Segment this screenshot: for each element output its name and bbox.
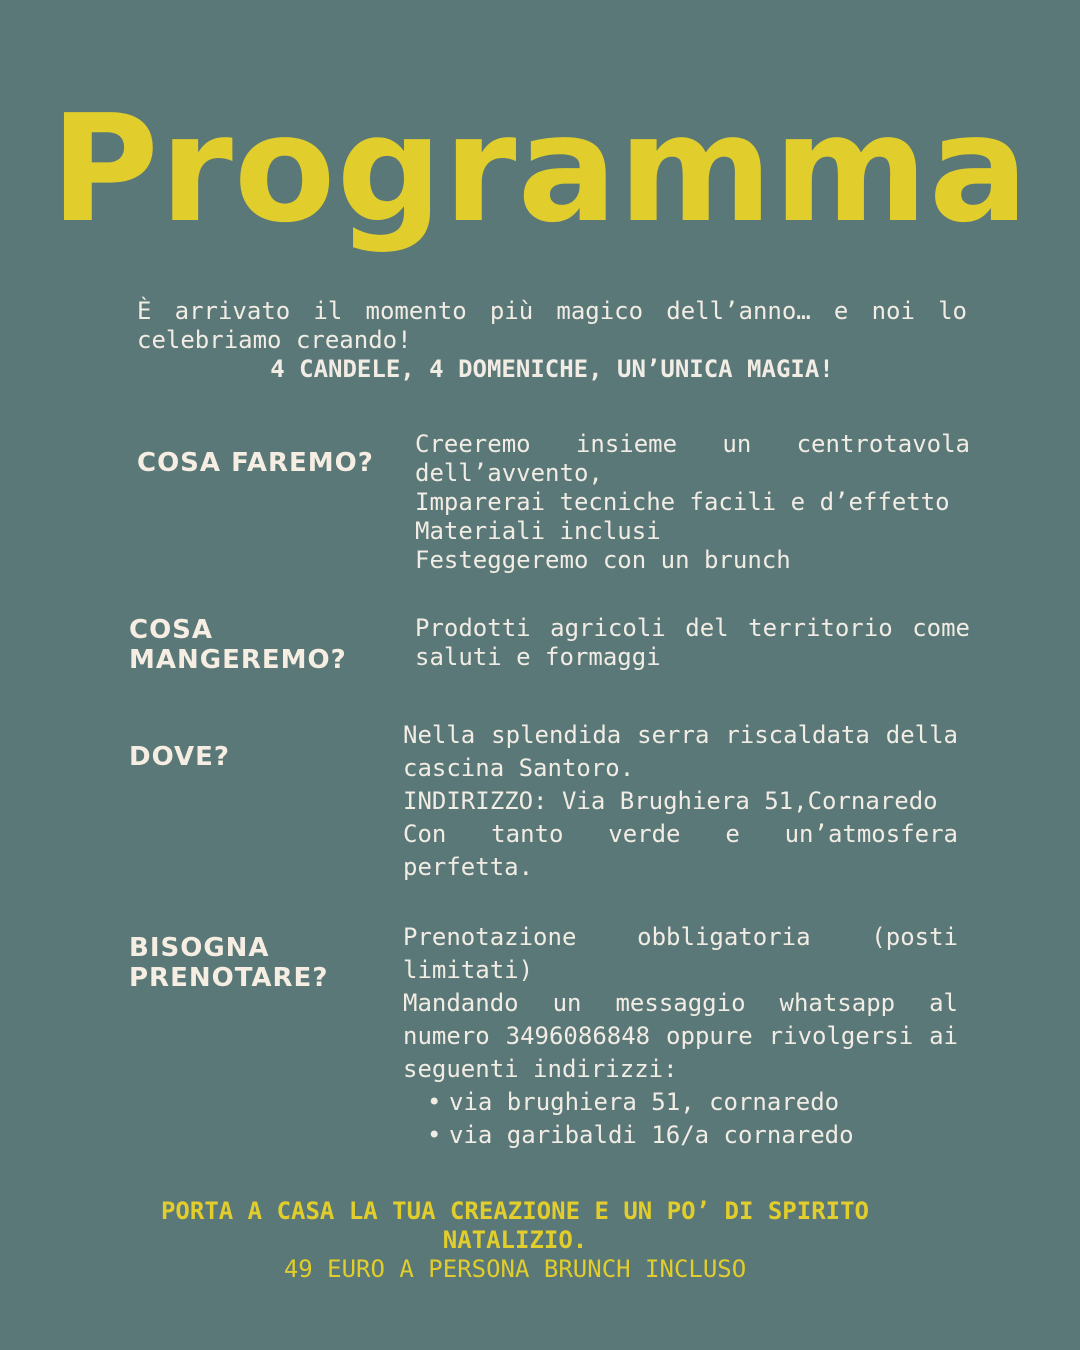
footer-price: 49 EURO A PERSONA BRUNCH INCLUSO (283, 1255, 747, 1283)
label-line: MANGEREMO? (129, 645, 347, 675)
label-line: COSA (129, 615, 214, 645)
cosa-faremo-text (415, 430, 970, 575)
prenotare-text (403, 921, 958, 1152)
cosa-faremo-line: Imparerai tecniche facili e d’effetto (415, 488, 950, 516)
slogan: 4 CANDELE, 4 DOMENICHE, UN’UNICA MAGIA! (270, 355, 834, 383)
dove-text (403, 719, 958, 884)
label-cosa-faremo: COSA FAREMO? (137, 448, 374, 478)
list-item: • via brughiera 51, cornaredo (449, 1086, 958, 1119)
prenotare-line: Mandando un messaggio whatsapp al numero 3496086848 oppure rivolgersi ai seguenti indirizzi: (403, 989, 958, 1083)
prenotare-line: Prenotazione obbligatoria (posti limitati) (403, 923, 958, 984)
dove-line: Con tanto verde e un’atmosfera perfetta. (403, 820, 958, 881)
dove-line: Nella splendida serra riscaldata della cascina Santoro. (403, 721, 958, 782)
address-list (403, 1086, 958, 1152)
label-bisogna-prenotare (129, 933, 328, 993)
label-line: BISOGNA (129, 933, 270, 963)
cosa-faremo-line: Festeggeremo con un brunch (415, 546, 791, 574)
cosa-mangeremo-text: Prodotti agricoli del territorio come saluti e formaggi (415, 614, 970, 671)
label-line: PRENOTARE? (129, 963, 329, 993)
cosa-faremo-line: Materiali inclusi (415, 517, 661, 545)
label-cosa-mangeremo (129, 615, 347, 675)
footer-tagline: PORTA A CASA LA TUA CREAZIONE E UN PO’ DI SPIRITO NATALIZIO. (160, 1197, 869, 1254)
label-dove: DOVE? (129, 742, 230, 772)
list-item: • via garibaldi 16/a cornaredo (449, 1119, 958, 1152)
cosa-faremo-line: Creeremo insieme un centrotavola dell’avvento, (415, 430, 970, 487)
intro-text: È arrivato il momento più magico dell’anno… e noi lo celebriamo creando! (137, 297, 967, 354)
dove-address: INDIRIZZO: Via Brughiera 51,Cornaredo (403, 787, 938, 815)
page-title: Programma (50, 83, 1030, 255)
